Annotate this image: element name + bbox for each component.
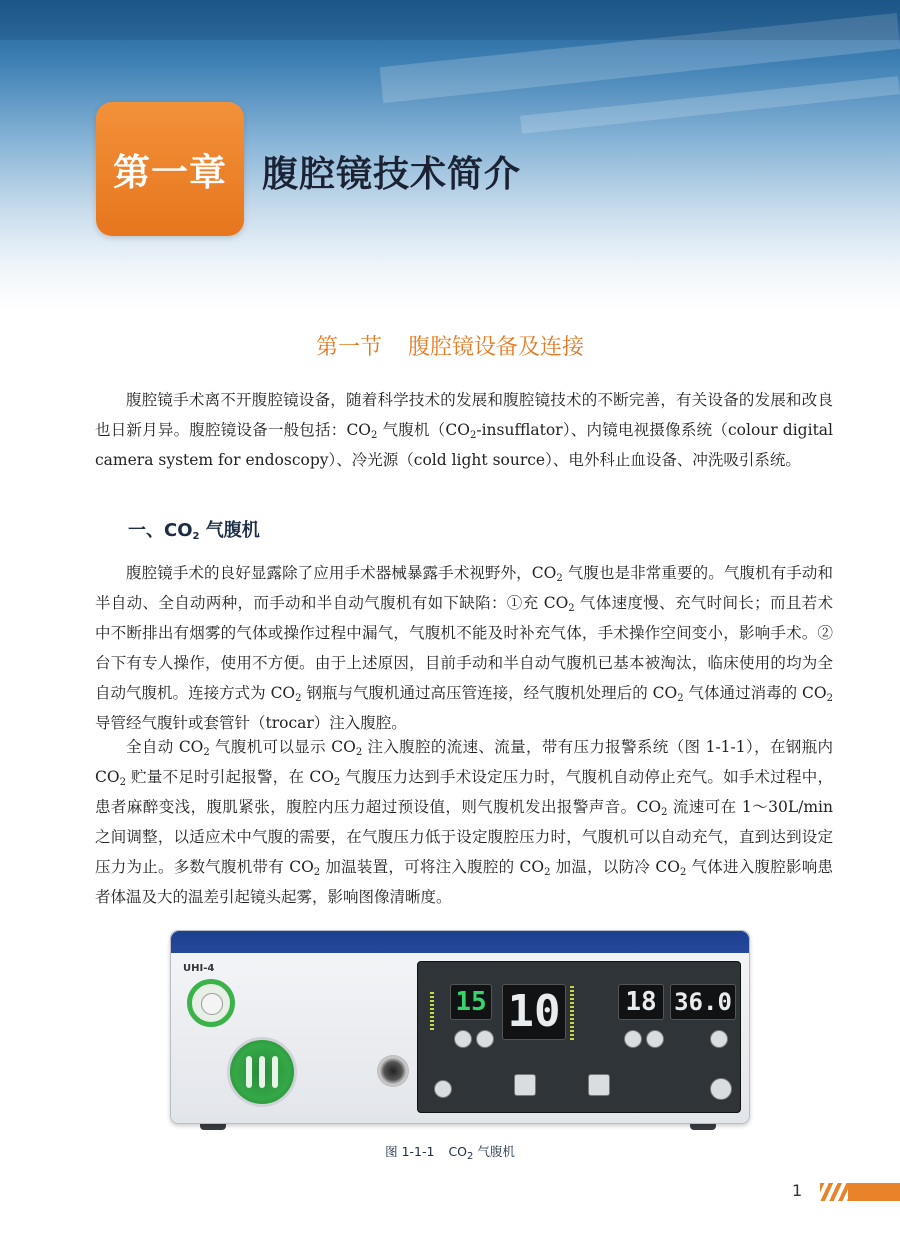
plus-button-icon: [476, 1030, 494, 1048]
paragraph-insufflator-types: 腹腔镜手术的良好显露除了应用手术器械暴露手术视野外，$CO_2$ 气腹也是非常重要的。气腹机有手动和半自动、全自动两种，而手动和半自动气腹机有如下缺陷：①充 $CO_2$ 气体速度慢、充气时间长；而且若术中不断排出有烟雾的气体或操作过程中漏气，气腹机不能及时补充气体，手术操作空间变小，影响手术。②台下有专人操作，使用不方便。由于上述原因，目前手动和半自动气腹机已基本被淘汰，临床使用的均为全自动气腹机。连接方式为 $CO_2$ 钢瓶与气腹机通过高压管连接，经气腹机处理后的 $CO_2$ 气体通过消毒的 $CO_2$ 导管经气腹针或套管针（trocar）注入腹腔。: [95, 564, 834, 732]
control-panel: [417, 961, 741, 1113]
heat-button-icon: [588, 1074, 610, 1096]
banner-shade: [0, 0, 900, 40]
power-button-icon: [187, 979, 235, 1027]
smoke-button-icon: [514, 1074, 536, 1096]
section-title: [0, 330, 900, 361]
banner-streak: [520, 76, 900, 134]
minus-button-icon: [624, 1030, 642, 1048]
outlet-port-icon: [377, 1055, 409, 1087]
volume-display: 36.0: [670, 984, 736, 1020]
chapter-badge: [96, 102, 244, 236]
page-decoration-bar: [848, 1183, 900, 1201]
flow-display: 18: [618, 984, 664, 1020]
page-number: 1: [792, 1181, 803, 1200]
led-bar: [570, 986, 574, 1042]
minus-button-icon: [454, 1030, 472, 1048]
mode-button-icon: [434, 1080, 452, 1098]
reset-button-icon: [710, 1030, 728, 1048]
pressure-display: 10: [502, 984, 566, 1040]
device-top-band: [171, 931, 749, 953]
start-stop-button-icon: [710, 1078, 732, 1100]
set-pressure-display: 15: [450, 984, 492, 1020]
intro-paragraph: 腹腔镜手术离不开腹腔镜设备，随着科学技术的发展和腹腔镜技术的不断完善，有关设备的发展和改良也日新月异。腹腔镜设备一般包括：$CO_2$ 气腹机$(CO_2-insufflator)$、内镜电视摄像系统（colour digital camera system for endoscopy）、冷光源（cold light source）、电外科止血设备、冲洗吸引系统。: [95, 391, 833, 469]
section-number: 第一节: [315, 335, 382, 360]
device-body: [170, 930, 750, 1124]
chapter-title: 腹腔镜技术简介: [262, 154, 522, 195]
device-model-label: UHI-4: [183, 963, 215, 974]
plus-button-icon: [646, 1030, 664, 1048]
subsection-heading: 一、$CO_2$ 气腹机: [128, 520, 260, 542]
chapter-label: 第一章: [113, 151, 227, 194]
paragraph-automatic-insufflator: 全自动 $CO_2$ 气腹机可以显示 $CO_2$ 注入腹腔的流速、流量，带有压力报警系统（图 1-1-1），在钢瓶内 $CO_2$ 贮量不足时引起报警，在 $CO_2$ 气腹压力达到手术设定压力时，气腹机自动停止充气。如手术过程中，患者麻醉变浅，腹肌紧张，腹腔内压力超过预设值，则气腹机发出报警声音。$CO_2$ 流速可在 1～30L/min 之间调整，以适应术中气腹的需要，在气腹压力低于设定腹腔压力时，气腹机可以自动充气，直到达到设定压力为止。多数气腹机带有 $CO_2$ 加温装置，可将注入腹腔的 $CO_2$ 加温，以防冷 $CO_2$ 气体进入腹腔影响患者体温及大的温差引起镜头起雾，影响图像清晰度。: [95, 738, 834, 906]
insufflator-figure: [170, 930, 748, 1130]
gas-knob-icon: [227, 1037, 297, 1107]
section-name: 腹腔镜设备及连接: [408, 335, 585, 360]
led-bar: [430, 992, 434, 1032]
figure-caption: 图 1-1-1 $CO_2$ 气腹机: [385, 1144, 515, 1162]
